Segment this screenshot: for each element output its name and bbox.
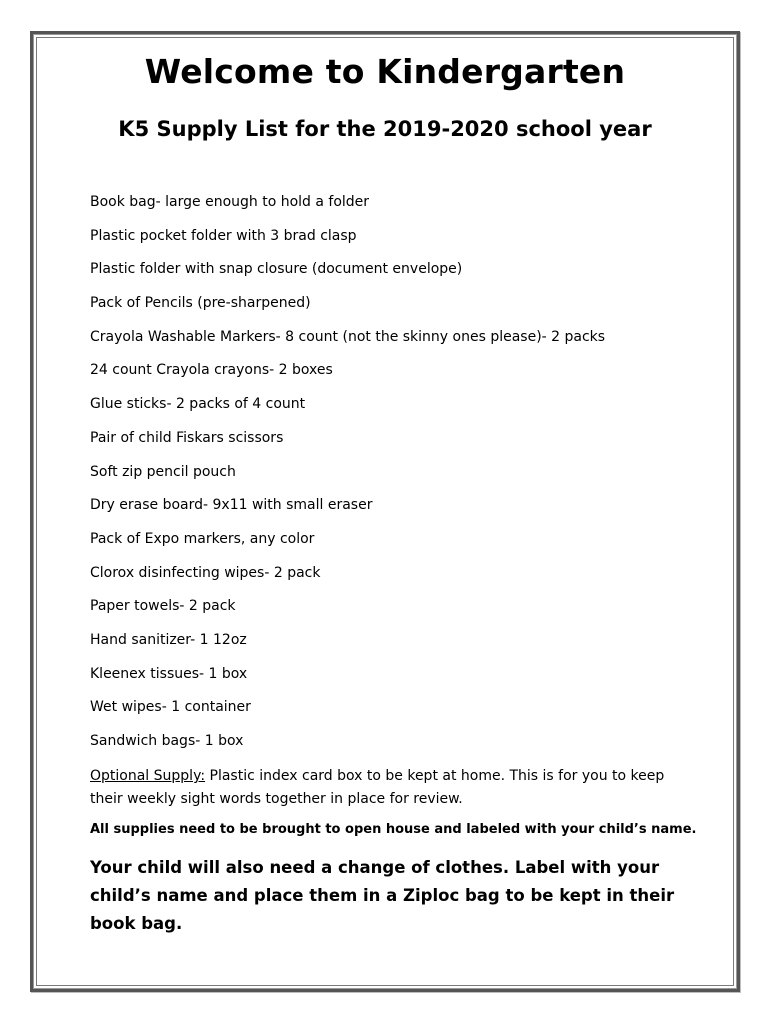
- supply-item: Paper towels- 2 pack: [90, 598, 236, 615]
- supply-item: Pair of child Fiskars scissors: [90, 429, 284, 446]
- supply-item: Plastic folder with snap closure (document envelope): [90, 261, 463, 278]
- supply-item: Soft zip pencil pouch: [90, 463, 236, 480]
- optional-supply-label: Optional Supply:: [90, 768, 206, 784]
- supply-item: Kleenex tissues- 1 box: [90, 665, 248, 682]
- change-of-clothes-note: Your child will also need a change of clothes. Label with your child’s name and place them in a Ziploc bag to be kept in their book bag.: [90, 858, 675, 933]
- all-supplies-note: All supplies need to be brought to open house and labeled with your child’s name.: [90, 822, 697, 837]
- supply-item: Wet wipes- 1 container: [90, 699, 251, 716]
- supply-item: Hand sanitizer- 1 12oz: [90, 631, 247, 648]
- supply-item: Crayola Washable Markers- 8 count (not the skinny ones please)- 2 packs: [90, 328, 606, 345]
- supply-item: Clorox disinfecting wipes- 2 pack: [90, 564, 321, 581]
- supply-item: Book bag- large enough to hold a folder: [90, 194, 370, 210]
- supply-list: [90, 192, 605, 765]
- supply-item: 24 count Crayola crayons- 2 boxes: [90, 362, 333, 379]
- page-title: Welcome to Kindergarten: [144, 52, 626, 91]
- supply-item: Pack of Pencils (pre-sharpened): [90, 295, 311, 312]
- supply-item: Plastic pocket folder with 3 brad clasp: [90, 227, 357, 244]
- optional-supply: [90, 765, 700, 811]
- supply-item: Dry erase board- 9x11 with small eraser: [90, 497, 373, 514]
- supply-item: Pack of Expo markers, any color: [90, 530, 315, 547]
- supply-item: Sandwich bags- 1 box: [90, 733, 244, 749]
- page-subtitle: K5 Supply List for the 2019-2020 school year: [118, 117, 652, 141]
- optional-supply-text: Plastic index card box to be kept at home. This is for you to keep their weekly sight words together in place for review.: [90, 768, 665, 807]
- supply-item: Glue sticks- 2 packs of 4 count: [90, 396, 306, 413]
